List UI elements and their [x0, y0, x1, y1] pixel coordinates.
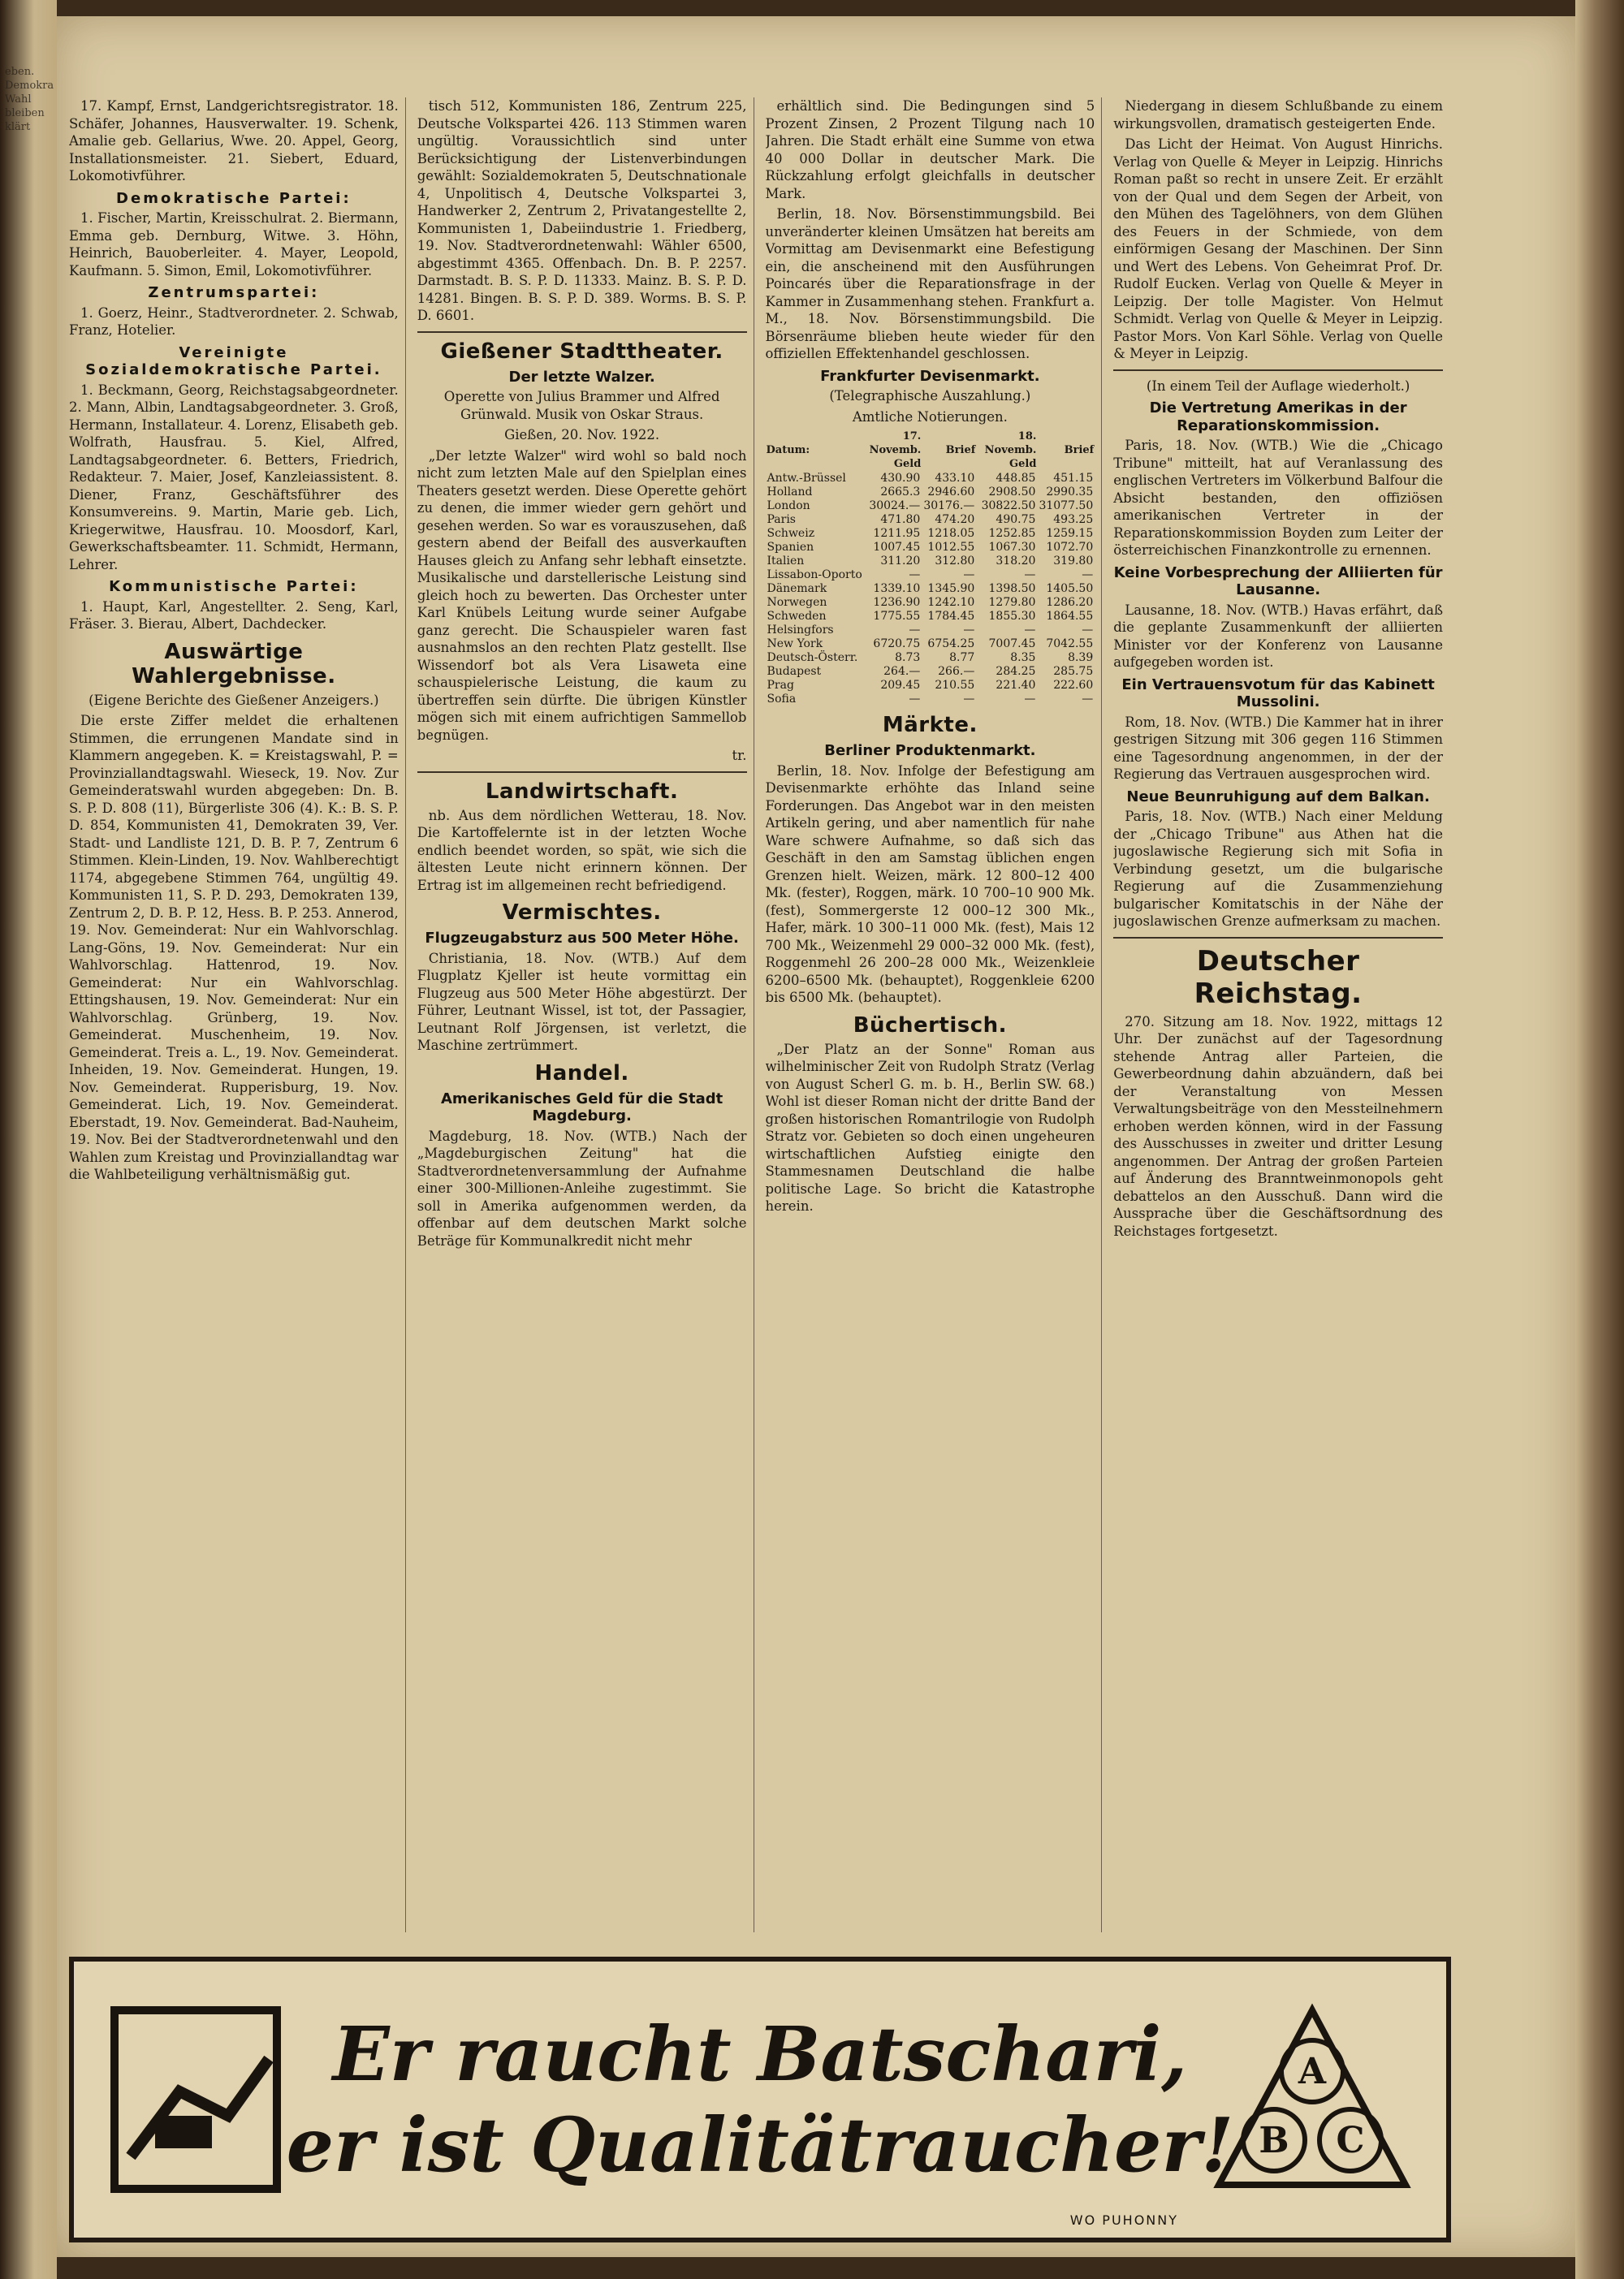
fx-rate: 8.39 — [1068, 651, 1094, 664]
news-heading-mussolini: Ein Vertrauensvotum für das Kabinett Mussolini. — [1121, 675, 1435, 710]
news-heading-reparations: Die Vertretung Amerikas in der Reparationskommission. — [1149, 399, 1407, 434]
theater-heading: Gießener Stadttheater. — [440, 339, 723, 364]
table-row — [766, 596, 1095, 610]
fx-currency: London — [767, 499, 810, 512]
table-row — [766, 637, 1095, 651]
fx-rate: 285.75 — [1053, 665, 1094, 678]
markets-subheading: Berliner Produktenmarkt. — [824, 742, 1036, 759]
fx-currency: New York — [767, 637, 823, 650]
fx-rate: 221.40 — [996, 679, 1036, 692]
theater-signature: tr. — [732, 748, 747, 763]
fx-currency: Prag — [767, 679, 794, 692]
table-row — [766, 693, 1095, 706]
abc-letter-b: B — [1259, 2120, 1289, 2161]
table-row — [766, 651, 1095, 665]
fx-currency: Paris — [767, 513, 796, 526]
fx-rate: 474.20 — [935, 513, 975, 526]
fx-rate: 30176.— — [923, 499, 975, 512]
fx-rate: — — [909, 624, 921, 637]
fx-rate: 451.15 — [1053, 472, 1094, 485]
fx-rate: 471.80 — [880, 513, 921, 526]
fx-rate: 1236.90 — [873, 596, 921, 609]
fx-rate: 1211.95 — [873, 527, 921, 540]
table-row — [766, 610, 1095, 624]
party-heading-kpd: Kommunistische Partei: — [109, 578, 359, 595]
fx-rate: 30822.50 — [981, 499, 1036, 512]
market-mood: Berlin, 18. Nov. Börsenstimmungsbild. Bei unveränderter kleinen Umsätzen hat bereits am Vormittag am Devisenmarkt eine Befestigung ein, die anscheinend mit den Ausführungen Poincarés über die Reparationsfrage in der Kammer in Zusammenhang stehen. Frankfurt a. M., 18. Nov. Börsenstimmungsbild. Die Börsenräume blieben heute wieder für den offiziellen Effektenhandel geschlossen. — [765, 206, 1095, 361]
fx-rate: 2665.3 — [880, 486, 921, 499]
news-body-mussolini: Rom, 18. Nov. (WTB.) Die Kammer hat in ihrer gestrigen Sitzung mit 306 gegen 116 Stimmen eine Tagesordnung angenommen, in der der Regierung das Vertrauen ausgesprochen wird. — [1113, 714, 1443, 782]
fx-currency: Norwegen — [767, 596, 827, 609]
fx-rate: 1072.70 — [1046, 541, 1094, 554]
fx-heading: Frankfurter Devisenmarkt. — [820, 367, 1040, 385]
fx-rate: — — [1024, 624, 1036, 637]
fx-rate: — — [1082, 624, 1094, 637]
fx-currency: Italien — [767, 555, 805, 568]
markets-heading: Märkte. — [882, 713, 978, 737]
election-results-body: Die erste Ziffer meldet die erhaltenen Stimmen, die errungenen Mandate sind in Klammern angegeben. K. = Kreistagswahl, P. = Provinziallandtagswahl. Wieseck, 19. Nov. Zur Gemeinderatswahl wurden abgegeben: Dn. B. S. P. D. 808 (11), Bürgerliste 306 (4). K.: B. S. P. D. 854, Kommunisten 41, Demokraten 39, Ver. Stadt- und Landliste 121, D. B. P. 7, Zentrum 6 Stimmen. Klein-Linden, 19. Nov. Wahlberechtigt 1174, abgegebene Stimmen 764, ungültig 49. Kommunisten 11, S. P. D. 293, Demokraten 139, Zentrum 2, D. B. P. 12, Hess. B. P. 253. Annerod, 19. Nov. Gemeinderat: Nur ein Wahlvorschlag. Lang-Göns, 19. Nov. Gemeinderat: Nur ein Wahlvorschlag. Hattenrod, 19. Nov. Gemeinderat: Nur ein Wahlvorschlag. Ettingshausen, 19. Nov. Gemeinderat: Nur ein Wahlvorschlag. Grünberg, 19. Nov. Gemeinderat. Muschenheim, 19. Nov. Gemeinderat. Treis a. L., 19. Nov. Gemeinderat. Inheiden, 19. Nov. Gemeinderat. Hungen, 19. Nov. Gemeinderat. Rupperisburg, 19. Nov. Gemeinderat. Lich, 19. Nov. Gemeinderat. Eberstadt, 19. Nov. Gemeinderat. Bad-Nauheim, 19. Nov. Bei der Stadtverordnetenwahl und den Wahlen zum Kreistag und Provinziallandtag war die Wahlbeteiligung verhältnismäßig gut. — [69, 713, 399, 1182]
fx-header-cell: Datum: — [766, 444, 810, 456]
fx-rate: 2990.35 — [1046, 486, 1094, 499]
agriculture-heading: Landwirtschaft. — [485, 779, 679, 804]
table-row — [766, 582, 1095, 596]
fx-rate: — — [1082, 568, 1094, 581]
party-list-zentrum: 1. Goerz, Heinr., Stadtverordneter. 2. Schwab, Franz, Hotelier. — [69, 304, 399, 338]
party-heading-democratic: Demokratische Partei: — [116, 189, 352, 207]
fx-rate: 493.25 — [1053, 513, 1094, 526]
fx-rate: — — [909, 568, 921, 581]
fx-currency: Antw.-Brüssel — [767, 472, 846, 485]
fx-rate: 433.10 — [935, 472, 975, 485]
fx-rate: 2908.50 — [988, 486, 1036, 499]
abc-letter-c: C — [1336, 2120, 1365, 2161]
divider — [1113, 369, 1443, 371]
fx-currency: Dänemark — [767, 582, 827, 595]
ad-artist-signature: WO PUHONNY — [1069, 2212, 1178, 2228]
fx-rate: 1007.45 — [873, 541, 921, 554]
fx-rate: 1339.10 — [873, 582, 921, 595]
fx-table — [766, 429, 1095, 706]
abc-triangle-logo — [1211, 2002, 1414, 2197]
election-continued: tisch 512, Kommunisten 186, Zentrum 225, Deutsche Volkspartei 426. 113 Stimmen waren ungültig. Voraussichtlich sind unter Berücksichtigung der Listenverbindungen gewählt: Sozialdemokraten 5, Deutschnationale 4, Unpolitisch 4, Deutsche Volkspartei 3, Handwerker 2, Zentrum 2, Privatangestellte 2, Kommunisten 1, Dabeiindustrie 1. Friedberg, 19. Nov. Stadtverordnetenwahl: Wähler 6500, abgestimmt 4365. Offenbach. Dn. B. P. 2257. Darmstadt. B. S. P. D. 11333. Mainz. B. S. P. D. 14281. Bingen. B. S. P. D. 389. Worms. B. S. P. D. 6601. — [417, 98, 747, 323]
news-heading-balkan: Neue Beunruhigung auf dem Balkan. — [1126, 788, 1430, 805]
fx-rate: 31077.50 — [1039, 499, 1094, 512]
edition-note: (In einem Teil der Auflage wiederholt.) — [1146, 378, 1410, 394]
divider — [417, 331, 747, 333]
trade-continued: erhältlich sind. Die Bedingungen sind 5 Prozent Zinsen, 2 Prozent Tilgung nach 10 Jahren. Die Stadt erhält eine Summe von etwa 40 000 Dollar in deutscher Mark. Die Rückzahlung erfolgt gleichfalls in deutscher Mark. — [765, 98, 1095, 201]
fx-rate: 490.75 — [996, 513, 1036, 526]
fx-rate: 1259.15 — [1046, 527, 1094, 540]
fx-rate: 222.60 — [1053, 679, 1094, 692]
batschari-advertisement — [69, 1957, 1451, 2242]
table-row — [766, 541, 1095, 555]
news-body-lausanne: Lausanne, 18. Nov. (WTB.) Havas erfährt, daß die geplante Zusammenkunft der alliierten Minister vor der Konferenz von Lausanne aufgegeben worden ist. — [1113, 602, 1443, 670]
table-row — [766, 527, 1095, 541]
fx-rate: — — [963, 693, 975, 706]
news-body-balkan: Paris, 18. Nov. (WTB.) Nach einer Meldung der „Chicago Tribune" aus Athen hat die jugoslawische Regierung sich mit Sofia in Verbindung gesetzt, um die bulgarische Regierung auf die Zusammenziehung bulgarischer Komitatschis in der Nähe der jugoslawischen Grenze aufmerksam zu machen. — [1113, 809, 1443, 929]
party-list-spd: 1. Beckmann, Georg, Reichstagsabgeordneter. 2. Mann, Albin, Landtagsabgeordneter. 3. Groß, Hermann, Installateur. 4. Lorenz, Elisabeth geb. Wolfrath, Hausfrau. 5. Kiel, Alfred, Landtagsabgeordneter. 6. Betters, Friedrich, Redakteur. 7. Maier, Josef, Kanzleiassistent. 8. Diener, Franz, Geschäftsführer des Konsumvereins. 9. Martin, Marie geb. Lich, Kriegerwitwe, Hausfrau. 10. Moosdorf, Karl, Gewerkschaftsbeamter. 11. Schmidt, Hermann, Lehrer. — [69, 382, 399, 572]
fx-rate: 210.55 — [935, 679, 975, 692]
fx-currency: Deutsch-Österr. — [767, 651, 858, 664]
ad-slogan — [287, 2009, 1234, 2191]
fx-rate: 448.85 — [996, 472, 1036, 485]
fx-rate: 1405.50 — [1046, 582, 1094, 595]
left-page-edge — [0, 0, 57, 2279]
fx-rate: 1252.85 — [988, 527, 1036, 540]
fx-currency: Lissabon-Oporto — [767, 568, 862, 581]
fx-header-cell: 18. Novemb. Geld — [984, 430, 1037, 470]
theater-date: Gießen, 20. Nov. 1922. — [504, 427, 660, 442]
trade-body: Magdeburg, 18. Nov. (WTB.) Nach der „Magdeburgischen Zeitung" hat die Stadtverordnetenversammlung der Aufnahme einer 300-Millionen-Anleihe zugestimmt. Sie soll in Amerika aufgenommen werden, da offenbar auf dem deutschen Markt solche Beträge für Kommunalkredit nicht mehr — [417, 1128, 747, 1249]
candidate-list: 17. Kampf, Ernst, Landgerichtsregistrator. 18. Schäfer, Johannes, Hausverwalter. 19. Schenk, Amalie geb. Gellarius, Wwe. 20. Appel, Georg, Installationsmeister. 21. Siebert, Eduard, Lokomotivführer. — [69, 98, 399, 183]
fx-rate: 1855.30 — [988, 610, 1036, 623]
fx-rate: 7007.45 — [988, 637, 1036, 650]
fx-currency: Budapest — [767, 665, 822, 678]
fx-rate: 1279.80 — [988, 596, 1036, 609]
table-row — [766, 513, 1095, 527]
fx-currency: Schweiz — [767, 527, 815, 540]
reichstag-body: 270. Sitzung am 18. Nov. 1922, mittags 12 Uhr. Der zunächst auf der Tagesordnung stehende Antrag aller Parteien, die Gewerbeordnung dahin abzuändern, daß bei der Veranstaltung von Messen Verwaltungsbeiträge von den Messteilnehmern erhoben werden können, wird in der Fassung des Ausschusses in zweiter und dritter Lesung angenommen. Der Antrag der großen Parteien auf Änderung des Branntweinmonopols geht debattelos an den Ausschuß. Dann wird die Aussprache über die Geschäftsordnung des Reichstages fortgesetzt. — [1113, 1013, 1443, 1239]
table-row — [766, 472, 1095, 486]
fx-currency: Helsingfors — [767, 624, 834, 637]
fx-rate: 311.20 — [880, 555, 921, 568]
fx-rate: 1286.20 — [1046, 596, 1094, 609]
fx-rate: 319.80 — [1053, 555, 1094, 568]
fx-rate: 209.45 — [880, 679, 921, 692]
theater-subheading: Der letzte Walzer. — [508, 368, 655, 386]
news-heading-lausanne: Keine Vorbesprechung der Alliierten für Lausanne. — [1113, 563, 1443, 598]
party-list-kpd: 1. Haupt, Karl, Angestellter. 2. Seng, Karl, Fräser. 3. Bierau, Albert, Dachdecker. — [69, 598, 399, 632]
fx-rate: 1398.50 — [988, 582, 1036, 595]
fx-subheading-2: Amtliche Notierungen. — [852, 408, 1008, 425]
fx-rate: 312.80 — [935, 555, 975, 568]
divider — [1113, 937, 1443, 939]
fx-rate: — — [963, 568, 975, 581]
party-heading-zentrum: Zentrumspartei: — [148, 284, 320, 301]
news-body-reparations: Paris, 18. Nov. (WTB.) Wie die „Chicago Tribune" mitteilt, hat auf Veranlassung des englischen Vertreters im Völkerbund Balfour die Absicht bestanden, den offiziösen amerikanischen Vertreter in der Reparationskommission Boyden zum Leiter der österreichischen Finanzkontrolle zu ernennen. — [1113, 438, 1443, 558]
fx-rate: 1784.45 — [927, 610, 975, 623]
ad-slogan-line-1: Er raucht Batschari, — [332, 2010, 1188, 2098]
fx-rate: 2946.60 — [927, 486, 975, 499]
misc-heading: Vermischtes. — [502, 900, 662, 925]
fx-rate: 6754.25 — [927, 637, 975, 650]
table-row — [766, 679, 1095, 693]
divider — [417, 771, 747, 773]
party-heading-spd: Vereinigte Sozialdemokratische Partei. — [85, 343, 382, 378]
fx-rate: 1864.55 — [1046, 610, 1094, 623]
misc-body: Christiania, 18. Nov. (WTB.) Auf dem Flugplatz Kjeller ist heute vormittag ein Flugzeug aus 500 Meter Höhe abgestürzt. Der Führer, Leutnant Wissel, ist tot, der Passagier, Leutnant Rolf Jörgensen, ist verletzt, die Maschine zertrümmert. — [417, 950, 747, 1053]
agriculture-body: nb. Aus dem nördlichen Wetterau, 18. Nov. Die Kartoffelernte ist in der letzten Woche endlich beendet worden, so spät, wie sich die ältesten Leute nicht erinnern können. Der Ertrag ist im allgemeinen recht befriedigend. — [417, 807, 747, 893]
books-continued: Niedergang in diesem Schlußbande zu einem wirkungsvollen, dramatisch gesteigerten Ende. — [1113, 98, 1443, 132]
fx-subheading: (Telegraphische Auszahlung.) — [829, 388, 1031, 404]
fx-rate: 284.25 — [996, 665, 1036, 678]
fx-currency: Holland — [767, 486, 813, 499]
fx-currency: Sofia — [767, 693, 797, 706]
election-results-subheading: (Eigene Berichte des Gießener Anzeigers.) — [89, 692, 379, 708]
fx-rate: 264.— — [883, 665, 921, 678]
fx-rate: 1067.30 — [988, 541, 1036, 554]
right-page-edge — [1575, 0, 1624, 2279]
book-reviews: Das Licht der Heimat. Von August Hinrichs. Verlag von Quelle & Meyer in Leipzig. Hinrichs Roman paßt so recht in unsere Zeit. Er erzählt von der Qual und dem Segen der Arbeit, von den Mühen des Tagelöhners, von dem Glühen des Feuers in der Schmiede, von dem einförmigen Gesang der Maschinen. Der Sinn und Wert des Lebens. Von Geheimrat Prof. Dr. Rudolf Eucken. Verlag von Quelle & Meyer in Leipzig. Der tolle Magister. Von Helmut Schmidt. Verlag von Quelle & Meyer in Leipzig. Pastor Mors. Von Karl Söhle. Verlag von Quelle & Meyer in Leipzig. — [1113, 136, 1443, 361]
fx-rate: 1775.55 — [873, 610, 921, 623]
fx-currency: Schweden — [767, 610, 827, 623]
table-row — [766, 486, 1095, 499]
table-row — [766, 499, 1095, 513]
fx-rate: 8.73 — [895, 651, 921, 664]
theater-credits: Operette von Julius Brammer und Alfred Grünwald. Musik von Oskar Straus. — [443, 389, 720, 422]
fx-rate: 30024.— — [869, 499, 921, 512]
column-3 — [766, 97, 1103, 1932]
fx-header-cell: Brief — [945, 444, 976, 456]
theater-review: „Der letzte Walzer" wird wohl so bald noch nicht zum letzten Male auf den Spielplan eines Theaters gesetzt werden. Diese Operette gehört zu denen, die immer wieder gern gehört und gesehen werden. So war es vorauszusehen, daß gestern abend der Beifall des ausverkauften Hauses gleich zu Anfang sehr lebhaft einsetzte. Musikalische und darstellerische Leistung sind gleich hoch zu bewerten. Das Orchester unter Karl Knübels Leitung wurde seiner Aufgabe ganz gerecht. Die Schauspieler waren fast ausnahmslos an den rechten Platz gestellt. Ilse Wissendorf bot als Vera Lisaweta eine schauspielerische Leistung, die kaum zu übertreffen sein dürfte. Die übrigen Künstler mögen sich mit einem aufrichtigen Sammellob begnügen. — [417, 447, 747, 743]
abc-letter-a: A — [1298, 2051, 1327, 2092]
fx-rate: 1345.90 — [927, 582, 975, 595]
fx-currency: Spanien — [767, 541, 814, 554]
smoker-hand-icon — [106, 1994, 285, 2205]
reichstag-heading: Deutscher Reichstag. — [1194, 944, 1363, 1010]
ad-slogan-line-2: er ist Qualitätraucher! — [286, 2101, 1234, 2189]
left-strip-text: eben. Demokra Wahl bleiben klärt — [5, 66, 54, 133]
fx-rate: — — [963, 624, 975, 637]
fx-rate: 6720.75 — [873, 637, 921, 650]
markets-body: Berlin, 18. Nov. Infolge der Befestigung am Devisenmarkte erhöhte das Inland seine Forderungen. Das Angebot war in den meisten Artikeln gering, und aber namentlich für nahe Ware schwere Aufnahme, so daß sich das Geschäft in den am Samstag üblichen engen Grenzen hielt. Weizen, märk. 12 800–12 400 Mk. (fester), Roggen, märk. 10 700–10 900 Mk. (fest), Sommergerste 12 000–12 300 Mk., Hafer, märk. 10 300–11 000 Mk. (fest), Mais 12 700 Mk., Weizenmehl 29 000–32 000 Mk. (fest), Roggenmehl 26 200–28 000 Mk., Weizenkleie 6200–6500 Mk. (behauptet), Roggenkleie 6200 bis 6500 Mk. (behauptet). — [765, 762, 1095, 1005]
text-columns — [69, 97, 1449, 1932]
fx-rate: 318.20 — [996, 555, 1036, 568]
table-row — [766, 555, 1095, 568]
misc-subheading: Flugzeugabsturz aus 500 Meter Höhe. — [425, 930, 739, 947]
column-2 — [417, 97, 754, 1932]
table-row — [766, 568, 1095, 582]
fx-rate: 430.90 — [880, 472, 921, 485]
fx-rate: — — [1024, 693, 1036, 706]
table-row — [766, 624, 1095, 637]
fx-rate: 1012.55 — [927, 541, 975, 554]
fx-header-cell: Brief — [1064, 444, 1095, 456]
books-body: „Der Platz an der Sonne" Roman aus wilhelminischer Zeit von Rudolph Stratz (Verlag von August Scherl G. m. b. H., Berlin SW. 68.) Wohl ist dieser Roman nicht der dritte Band der großen historischen Romantrilogie von Rudolph Stratz vor. Gebieten so doch einen ungeheuren wirtschaftlichen Aufstieg einigte den Stammesnamen Deutschland die halbe politische Lage. So bricht die Katastrophe herein. — [765, 1041, 1095, 1214]
fx-rate: 266.— — [938, 665, 975, 678]
fx-rate: 8.35 — [1010, 651, 1036, 664]
fx-rate: 7042.55 — [1046, 637, 1094, 650]
column-1 — [69, 97, 406, 1932]
party-list-democratic: 1. Fischer, Martin, Kreisschulrat. 2. Biermann, Emma geb. Dernburg, Witwe. 3. Höhn, Heinrich, Bauoberleiter. 4. Mayer, Leopold, Kaufmann. 5. Simon, Emil, Lokomotivführer. — [69, 210, 399, 278]
fx-rate: 1218.05 — [927, 527, 975, 540]
election-results-heading: Auswärtige Wahlergebnisse. — [132, 639, 336, 688]
fx-rate: 1242.10 — [927, 596, 975, 609]
fx-rate: 8.77 — [949, 651, 975, 664]
trade-heading: Handel. — [534, 1060, 629, 1086]
fx-rate: — — [1024, 568, 1036, 581]
fx-header-cell: 17. Novemb. Geld — [869, 430, 922, 470]
fx-rate: — — [909, 693, 921, 706]
table-row — [766, 665, 1095, 679]
books-heading: Büchertisch. — [853, 1012, 1008, 1038]
fx-rate: — — [1082, 693, 1094, 706]
column-4 — [1113, 97, 1449, 1932]
trade-subheading: Amerikanisches Geld für die Stadt Magdeburg. — [440, 1090, 723, 1124]
